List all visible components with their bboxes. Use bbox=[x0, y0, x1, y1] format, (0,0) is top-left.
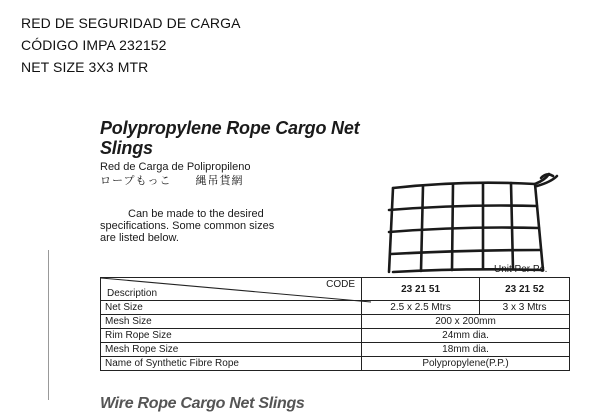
code-description-header bbox=[101, 278, 362, 301]
cutoff-next-title: Wire Rope Cargo Net Slings bbox=[100, 395, 305, 412]
code-label: CODE bbox=[326, 279, 355, 290]
description-label: Description bbox=[107, 288, 158, 299]
catalog-title-line1: Polypropylene Rope Cargo Net bbox=[100, 118, 360, 138]
mesh-rope-value: 18mm dia. bbox=[362, 343, 570, 357]
net-size-label: Net Size bbox=[101, 301, 362, 315]
scan-edge-line bbox=[48, 250, 49, 400]
mesh-rope-label: Mesh Rope Size bbox=[101, 343, 362, 357]
table-row bbox=[101, 343, 570, 357]
net-size-value-2: 3 x 3 Mtrs bbox=[480, 301, 570, 315]
mesh-size-label: Mesh Size bbox=[101, 315, 362, 329]
net-size-value-1: 2.5 x 2.5 Mtrs bbox=[362, 301, 480, 315]
table-row bbox=[101, 329, 570, 343]
table-row bbox=[101, 315, 570, 329]
table-row bbox=[101, 357, 570, 371]
description-line2: specifications. Some common sizes bbox=[100, 220, 275, 232]
table-row bbox=[101, 301, 570, 315]
description-line1: Can be made to the desired bbox=[128, 208, 264, 220]
code-column-2: 23 21 52 bbox=[480, 278, 570, 301]
table-header-row bbox=[101, 278, 570, 301]
unit-note: Unit Per Pc. bbox=[494, 264, 548, 275]
catalog-scan bbox=[100, 118, 590, 412]
code-column-1: 23 21 51 bbox=[362, 278, 480, 301]
catalog-subtitle-japanese: ロープもっこ 縄吊貨網 bbox=[100, 175, 244, 187]
mesh-size-value: 200 x 200mm bbox=[362, 315, 570, 329]
document-header bbox=[21, 12, 241, 78]
catalog-title bbox=[100, 118, 590, 158]
fibre-rope-label: Name of Synthetic Fibre Rope bbox=[101, 357, 362, 371]
catalog-subtitle-spanish: Red de Carga de Polipropileno bbox=[100, 161, 251, 173]
catalog-title-line2: Slings bbox=[100, 138, 153, 158]
rim-rope-label: Rim Rope Size bbox=[101, 329, 362, 343]
catalog-description bbox=[100, 208, 400, 244]
rim-rope-value: 24mm dia. bbox=[362, 329, 570, 343]
header-line-impa-code: CÓDIGO IMPA 232152 bbox=[21, 37, 167, 53]
spec-table bbox=[100, 277, 570, 371]
header-line-net-size: NET SIZE 3X3 MTR bbox=[21, 59, 149, 75]
cargo-net-illustration bbox=[385, 174, 560, 274]
header-line-product: RED DE SEGURIDAD DE CARGA bbox=[21, 15, 241, 31]
description-line3: are listed below. bbox=[100, 232, 179, 244]
fibre-rope-value: Polypropylene(P.P.) bbox=[362, 357, 570, 371]
